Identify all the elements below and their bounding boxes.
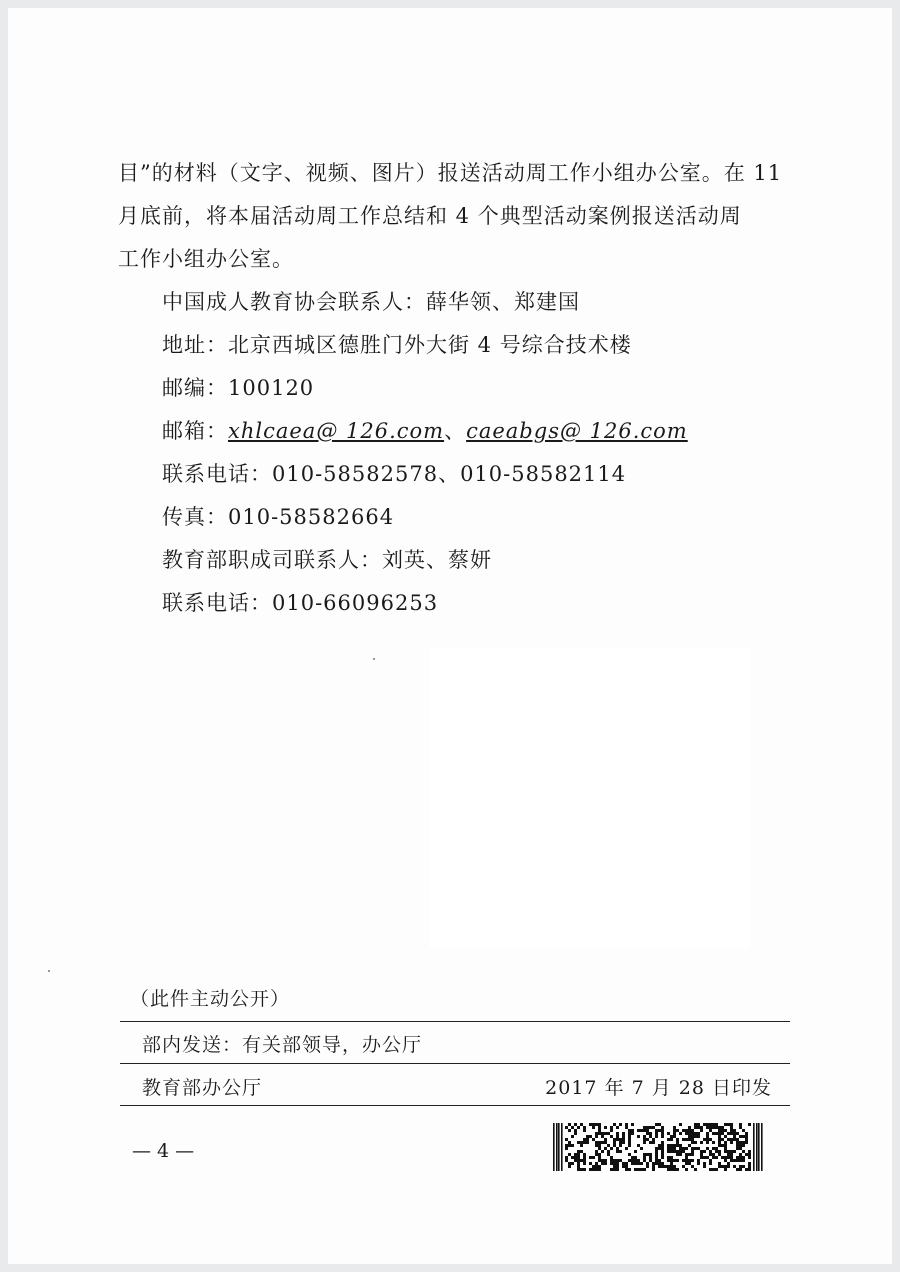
caea-contact-names: 薛华领、郑建国 [426,290,580,314]
email-separator: 、 [444,419,467,443]
public-note: （此件主动公开） [130,988,291,1010]
distribution-line: 部内发送：有关部领导，办公厅 [142,1034,423,1056]
divider-rule [120,1021,790,1022]
phone-line-2: 联系电话：010-66096253 [162,591,439,615]
email-line [118,410,798,453]
caea-contact-label: 中国成人教育协会联系人： [162,290,426,314]
divider-rule [120,1105,790,1106]
postcode-line: 邮编：100120 [162,376,315,400]
redaction-box [429,648,750,948]
divider-rule [120,1063,790,1064]
issuer-name: 教育部办公厅 [142,1077,263,1099]
email-label: 邮箱： [162,419,228,443]
phone-line-1: 联系电话：010-58582578、010-58582114 [162,462,627,486]
scan-speck [48,970,50,972]
page-number: — 4 — [132,1140,195,1162]
para-line: 目”的材料（文字、视频、图片）报送活动周工作小组办公室。在 11 [118,161,783,185]
print-date: 2017 年 7 月 28 日印发 [545,1077,772,1099]
body-text [118,152,798,625]
fax-line: 传真：010-58582664 [162,505,395,529]
issuer-row [142,1073,772,1100]
scan-speck [373,658,375,660]
email-link-2[interactable]: caeabgs@ 126.com [466,419,688,443]
para-line: 月底前，将本届活动周工作总结和 4 个典型活动案例报送活动周 [118,204,742,228]
address-line: 地址：北京西城区德胜门外大街 4 号综合技术楼 [162,333,632,357]
moe-contact-line: 教育部职成司联系人：刘英、蔡妍 [162,548,492,572]
barcode-image [553,1123,763,1171]
email-link-1[interactable]: xhlcaea@ 126.com [228,419,445,443]
para-line: 工作小组办公室。 [118,247,294,271]
caea-contact [118,281,798,324]
